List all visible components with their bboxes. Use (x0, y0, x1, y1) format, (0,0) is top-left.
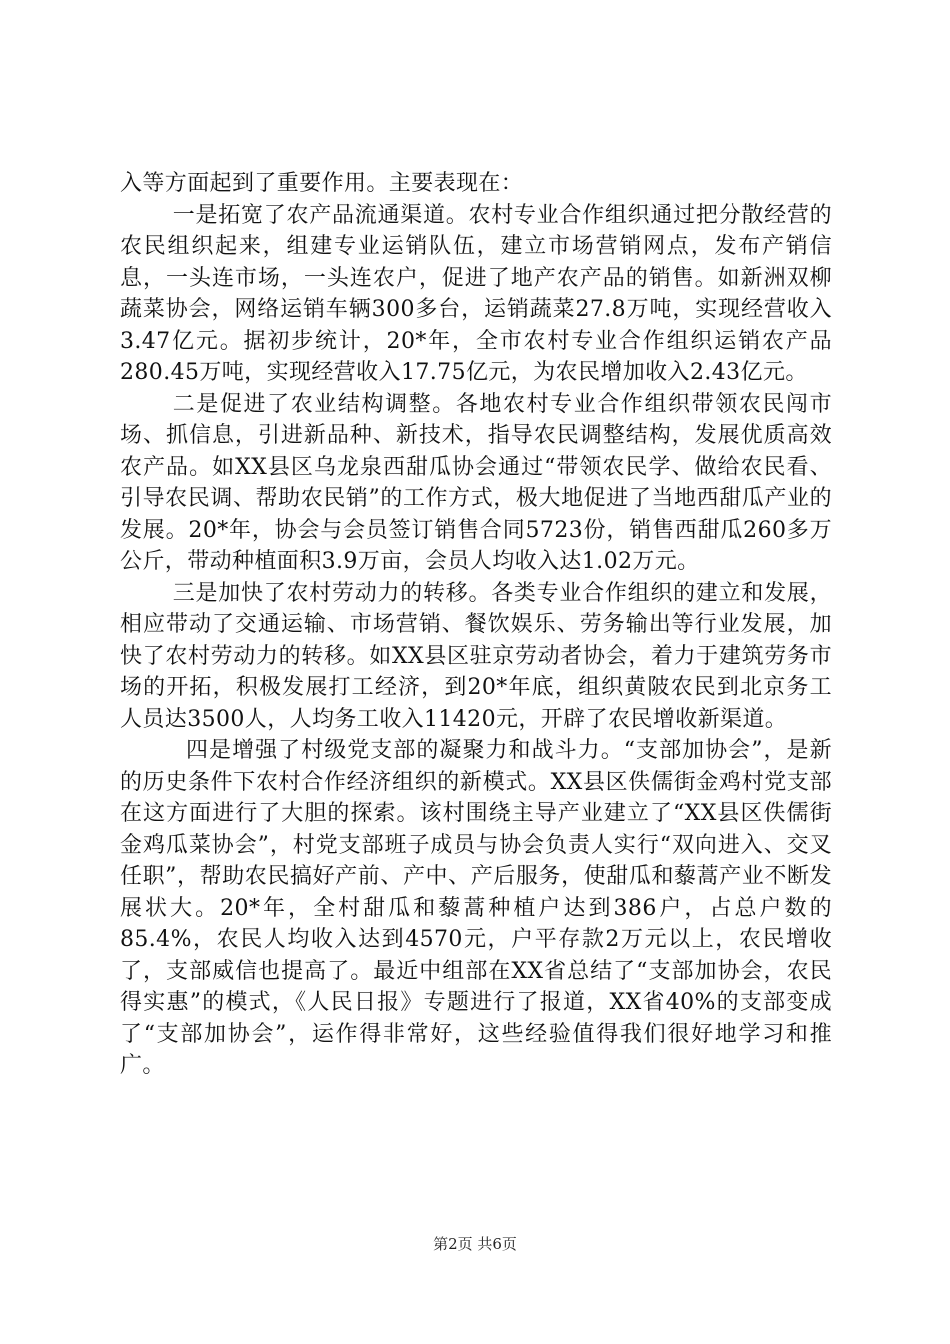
paragraph-structure-adjustment: 二是促进了农业结构调整。各地农村专业合作组织带领农民闯市场、抓信息，引进新品种、新技术，指导农民调整结构，发展优质高效农产品。如XX县区乌龙泉西甜瓜协会通过“带领农民学、做给农民看、引导农民调、帮助农民销”的工作方式，极大地促进了当地西甜瓜产业的发展。20*年，协会与会员签订销售合同5723份，销售西甜瓜260多万公斤，带动种植面积3.9万亩，会员人均收入达1.02万元。 (120, 391, 832, 574)
paragraph-distribution-channels: 一是拓宽了农产品流通渠道。农村专业合作组织通过把分散经营的农民组织起来，组建专业运销队伍，建立市场营销网点，发布产销信息，一头连市场，一头连农户，促进了地产农产品的销售。如新洲双柳蔬菜协会，网络运销车辆300多台，运销蔬菜27.8万吨，实现经营收入3.47亿元。据初步统计，20*年，全市农村专业合作组织运销农产品280.45万吨，实现经营收入17.75亿元，为农民增加收入2.43亿元。 (120, 202, 832, 385)
page-number-footer: 第2页 共6页 (433, 1235, 517, 1253)
paragraph-continuation: 入等方面起到了重要作用。主要表现在： (120, 171, 524, 196)
document-body (120, 168, 832, 1082)
paragraph-party-branch: 四是增强了村级党支部的凝聚力和战斗力。“支部加协会”，是新的历史条件下农村合作经济组织的新模式。XX县区佚儒街金鸡村党支部在这方面进行了大胆的探索。该村围绕主导产业建立了“XX县区佚儒街金鸡瓜菜协会”，村党支部班子成员与协会负责人实行“双向进入、交叉任职”，帮助农民搞好产前、产中、产后服务，使甜瓜和藜蒿产业不断发展状大。20*年，全村甜瓜和藜蒿种植户达到386户，占总户数的85.4%，农民人均收入达到4570元，户平存款2万元以上，农民增收了，支部威信也提高了。最近中组部在XX省总结了“支部加协会，农民得实惠”的模式，《人民日报》专题进行了报道，XX省40%的支部变成了“支部加协会”，运作得非常好，这些经验值得我们很好地学习和推广。 (120, 738, 832, 1078)
paragraph-labor-transfer: 三是加快了农村劳动力的转移。各类专业合作组织的建立和发展，相应带动了交通运输、市场营销、餐饮娱乐、劳务输出等行业发展，加快了农村劳动力的转移。如XX县区驻京劳动者协会，着力于建筑劳务市场的开拓，积极发展打工经济，到20*年底，组织黄陂农民到北京务工人员达3500人，人均务工收入11420元，开辟了农民增收新渠道。 (120, 580, 832, 732)
